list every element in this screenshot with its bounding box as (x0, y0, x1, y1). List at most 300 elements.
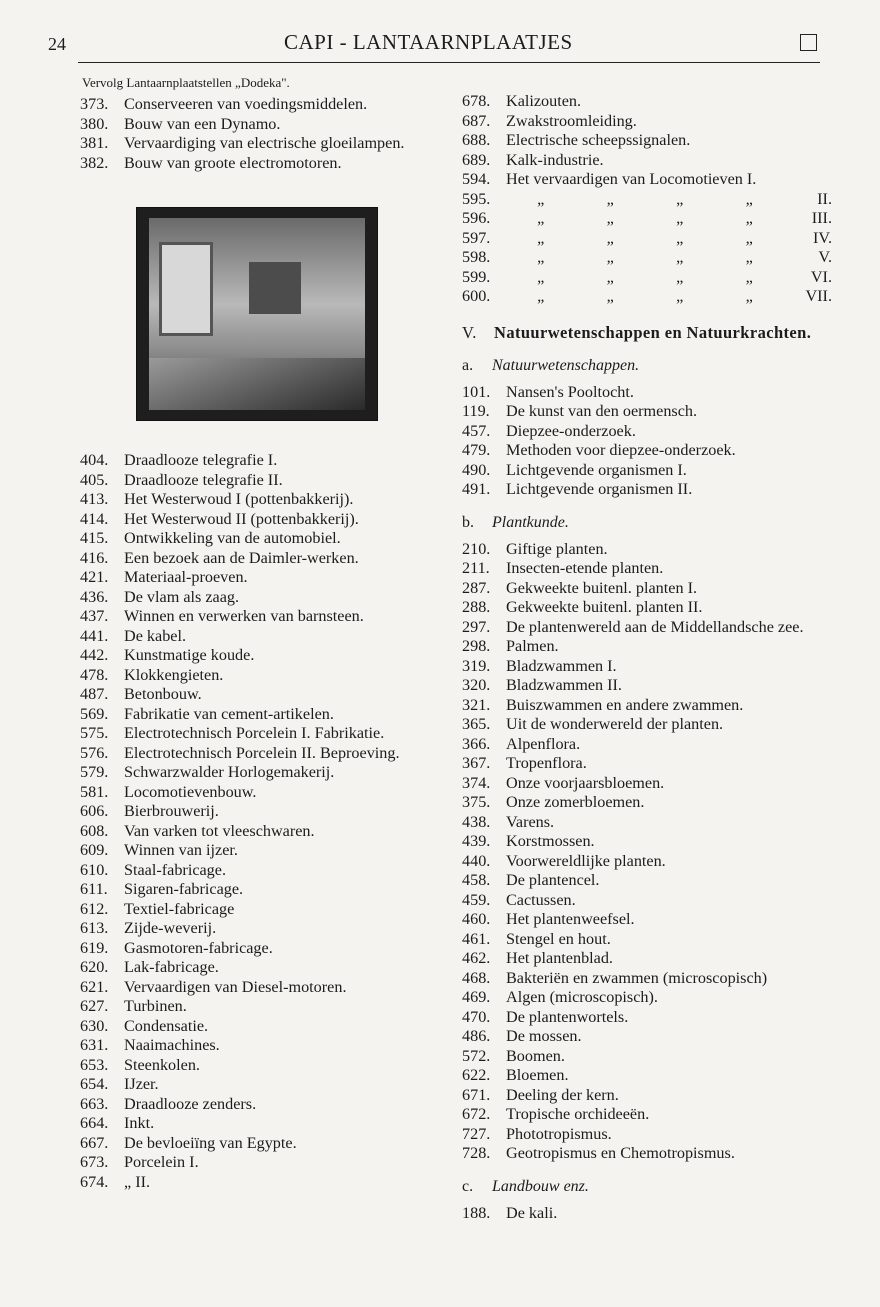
item-number: 672. (462, 1105, 491, 1123)
item-title: Onze zomerbloemen. (506, 793, 645, 811)
list-item (80, 549, 445, 569)
ditto-marks (506, 229, 832, 249)
list-item (462, 131, 832, 151)
left-column (80, 75, 445, 1192)
item-number: 613. (80, 919, 109, 937)
list-item (80, 666, 445, 686)
item-title: De plantencel. (506, 871, 600, 889)
list-item (462, 1125, 832, 1145)
list-item (80, 744, 445, 764)
item-title: Electrotechnisch Porcelein II. Beproeving. (124, 743, 400, 762)
item-title: Insecten-etende planten. (506, 559, 664, 577)
list-item (80, 646, 445, 666)
item-number: 576. (80, 743, 109, 762)
list-item (462, 871, 832, 891)
item-number: 654. (80, 1075, 109, 1093)
list-item (462, 151, 832, 171)
page-number: 24 (48, 34, 66, 54)
list-item (462, 735, 832, 755)
continuation-subheading: Vervolg Lantaarnplaatstellen „Dodeka". (82, 75, 290, 90)
item-number: 469. (462, 988, 491, 1006)
ditto-mark: „ (745, 287, 753, 305)
list-item (462, 949, 832, 969)
list-item (462, 268, 832, 288)
item-title: Alpenflora. (506, 734, 581, 753)
item-number: 490. (462, 460, 491, 479)
ditto-mark: „ (606, 267, 614, 286)
item-title: Diepzee-onderzoek. (506, 421, 636, 440)
left-list-bottom (80, 451, 445, 1192)
section-heading (462, 323, 832, 343)
list-item (462, 910, 832, 930)
list-item (462, 793, 832, 813)
list-item (80, 588, 445, 608)
list-item (462, 190, 832, 210)
right-column (462, 92, 832, 1223)
right-list-top (462, 92, 832, 190)
roman-numeral: V. (818, 248, 832, 266)
subsection-letter: b. (462, 513, 474, 531)
ditto-mark: „ (537, 209, 545, 227)
right-list-ditto (462, 190, 832, 307)
list-item (80, 134, 445, 154)
item-title: De kali. (506, 1203, 558, 1222)
item-title: De bevloeiïng van Egypte. (124, 1133, 297, 1152)
item-number: 491. (462, 480, 491, 498)
item-number: 575. (80, 724, 109, 742)
list-item (80, 997, 445, 1017)
list-item (462, 441, 832, 461)
photo-switchboard (249, 262, 301, 314)
item-number: 440. (462, 851, 491, 870)
item-title: Van varken tot vleeschwaren. (124, 821, 315, 840)
item-number: 479. (462, 441, 491, 459)
list-item (80, 529, 445, 549)
list-item (80, 861, 445, 881)
item-number: 581. (80, 782, 109, 801)
ditto-mark: „ (676, 228, 684, 247)
ditto-mark: „ (676, 209, 684, 227)
item-title: Bladzwammen II. (506, 676, 622, 694)
list-item (462, 696, 832, 716)
item-title: Het plantenweefsel. (506, 910, 635, 928)
item-number: 619. (80, 938, 109, 957)
list-item (462, 209, 832, 229)
item-number: 595. (462, 189, 491, 208)
list-item (80, 705, 445, 725)
item-number: 441. (80, 626, 109, 645)
list-item (462, 540, 832, 560)
item-title: Bladzwammen I. (506, 656, 617, 675)
list-item (80, 451, 445, 471)
item-title: Methoden voor diepzee-onderzoek. (506, 441, 736, 459)
ditto-mark: „ (606, 228, 614, 247)
running-title: CAPI - LANTAARNPLAATJES (284, 30, 573, 54)
item-number: 674. (80, 1172, 109, 1191)
item-title: Algen (microscopisch). (506, 988, 658, 1006)
item-number: 210. (462, 539, 491, 558)
item-number: 415. (80, 529, 109, 547)
ditto-mark: „ (676, 248, 684, 266)
ditto-marks (506, 287, 832, 307)
list-item (80, 783, 445, 803)
item-number: 630. (80, 1016, 109, 1035)
item-number: 470. (462, 1007, 491, 1026)
item-title: Lichtgevende organismen I. (506, 460, 687, 479)
ditto-mark: „ (606, 287, 614, 305)
ditto-marks (506, 248, 832, 268)
ditto-mark: „ (537, 228, 545, 247)
item-number: 404. (80, 451, 109, 469)
item-title: Zijde-weverij. (124, 919, 217, 937)
list-item (462, 383, 832, 403)
item-title: Nansen's Pooltocht. (506, 382, 634, 401)
item-number: 365. (462, 715, 491, 733)
ditto-mark: „ (676, 287, 684, 305)
list-item (80, 510, 445, 530)
item-title: Voorwereldlijke planten. (506, 851, 666, 870)
item-title: Giftige planten. (506, 539, 608, 558)
item-number: 594. (462, 170, 491, 188)
ditto-mark: „ (606, 189, 614, 208)
list-item (80, 724, 445, 744)
item-number: 572. (462, 1046, 491, 1065)
list-item (80, 1114, 445, 1134)
item-title: Porcelein I. (124, 1153, 199, 1171)
roman-numeral: IV. (812, 228, 832, 247)
subsection-heading (462, 1178, 832, 1196)
item-title: Uit de wonderwereld der planten. (506, 715, 724, 733)
item-title: De vlam als zaag. (124, 587, 240, 606)
item-number: 620. (80, 958, 109, 976)
item-title: Deeling der kern. (506, 1085, 619, 1104)
item-title: Varens. (506, 812, 555, 831)
item-number: 612. (80, 899, 109, 918)
list-item (462, 774, 832, 794)
item-title: Naaimachines. (124, 1036, 220, 1054)
list-item (80, 1056, 445, 1076)
item-title: Electrotechnisch Porcelein I. Fabrikatie. (124, 724, 385, 742)
item-title: Boomen. (506, 1046, 565, 1065)
item-title: Inkt. (124, 1114, 155, 1132)
list-item (462, 852, 832, 872)
item-title: „ II. (124, 1172, 151, 1191)
item-number: 600. (462, 287, 491, 305)
list-item (80, 607, 445, 627)
list-item (462, 112, 832, 132)
list-item (462, 1204, 832, 1224)
item-number: 667. (80, 1133, 109, 1152)
item-title: De kunst van den oermensch. (506, 402, 698, 420)
ditto-mark: „ (745, 228, 753, 247)
list-item (462, 618, 832, 638)
item-number: 442. (80, 646, 109, 664)
list-item (80, 685, 445, 705)
item-number: 678. (462, 92, 491, 110)
subsection-list (462, 383, 832, 500)
item-title: Het Westerwoud II (pottenbakkerij). (124, 509, 359, 528)
item-title: Gasmotoren-fabricage. (124, 938, 273, 957)
list-item (462, 1047, 832, 1067)
page-header (0, 0, 880, 70)
item-number: 414. (80, 509, 109, 528)
item-title: Bierbrouwerij. (124, 802, 219, 820)
item-title: Een bezoek aan de Daimler-werken. (124, 548, 359, 567)
item-title: Winnen en verwerken van barnsteen. (124, 607, 364, 625)
item-number: 211. (462, 559, 490, 577)
list-item (80, 627, 445, 647)
item-title: Kalk-industrie. (506, 150, 604, 169)
square-box-icon (800, 34, 817, 51)
list-item (80, 568, 445, 588)
item-number: 374. (462, 773, 491, 792)
list-item (462, 676, 832, 696)
item-title: Tropenflora. (506, 754, 587, 772)
item-number: 405. (80, 470, 109, 489)
item-title: Bouw van een Dynamo. (124, 114, 281, 133)
list-item (462, 1086, 832, 1106)
item-number: 380. (80, 114, 109, 133)
list-item (462, 170, 832, 190)
item-number: 188. (462, 1203, 491, 1222)
list-item (80, 471, 445, 491)
item-title: Bakteriën en zwammen (microscopisch) (506, 968, 768, 987)
list-item (462, 1027, 832, 1047)
list-item (80, 1017, 445, 1037)
list-item (80, 958, 445, 978)
item-title: Staal-fabricage. (124, 860, 227, 879)
item-title: De plantenwortels. (506, 1007, 629, 1026)
item-number: 119. (462, 402, 490, 420)
item-title: Cactussen. (506, 890, 576, 909)
header-rule (78, 62, 820, 63)
ditto-marks (506, 190, 832, 210)
item-number: 478. (80, 665, 109, 684)
ditto-marks (506, 209, 832, 229)
item-number: 413. (80, 490, 109, 508)
item-number: 727. (462, 1124, 491, 1143)
ditto-mark: „ (537, 189, 545, 208)
item-title: Vervaardiging van electrische gloeilampen. (124, 134, 405, 152)
ditto-mark: „ (606, 248, 614, 266)
item-title: Draadlooze telegrafie II. (124, 470, 283, 489)
photo-workshop-scene (149, 218, 365, 410)
item-title: Palmen. (506, 637, 559, 655)
item-title: Condensatie. (124, 1016, 209, 1035)
item-title: Lak-fabricage. (124, 958, 219, 976)
item-number: 596. (462, 209, 491, 227)
photo-floor (149, 358, 365, 410)
list-item (462, 715, 832, 735)
item-number: 468. (462, 968, 491, 987)
list-item (462, 422, 832, 442)
ditto-mark: „ (676, 189, 684, 208)
item-title: Gekweekte buitenl. planten I. (506, 578, 698, 597)
item-number: 460. (462, 910, 491, 928)
item-number: 321. (462, 695, 491, 714)
list-item (462, 988, 832, 1008)
subsection-letter: a. (462, 356, 474, 374)
list-item (80, 1153, 445, 1173)
item-number: 621. (80, 977, 109, 996)
list-item (80, 978, 445, 998)
list-item (462, 1008, 832, 1028)
item-number: 689. (462, 150, 491, 169)
item-title: Geotropismus en Chemotropismus. (506, 1144, 735, 1162)
ditto-mark: „ (606, 209, 614, 227)
list-item (80, 1173, 445, 1193)
item-number: 458. (462, 871, 491, 889)
item-title: Tropische orchideeën. (506, 1105, 650, 1123)
item-number: 373. (80, 95, 109, 113)
item-number: 611. (80, 880, 108, 898)
list-item (462, 598, 832, 618)
ditto-mark: „ (676, 267, 684, 286)
list-item (462, 229, 832, 249)
list-item (462, 930, 832, 950)
item-number: 297. (462, 617, 491, 636)
list-item (462, 287, 832, 307)
list-item (80, 95, 445, 115)
roman-numeral: II. (817, 189, 832, 208)
list-item (462, 402, 832, 422)
ditto-marks (506, 268, 832, 288)
list-item (462, 579, 832, 599)
item-title: Ontwikkeling van de automobiel. (124, 529, 341, 547)
list-item (80, 154, 445, 174)
list-item (462, 969, 832, 989)
roman-numeral: VI. (810, 267, 832, 286)
item-number: 319. (462, 656, 491, 675)
item-number: 320. (462, 676, 491, 694)
subsection-title: Plantkunde. (492, 513, 569, 531)
list-item (462, 891, 832, 911)
list-item (462, 1105, 832, 1125)
item-title: Fabrikatie van cement-artikelen. (124, 704, 334, 723)
item-number: 367. (462, 754, 491, 772)
item-number: 597. (462, 228, 491, 247)
item-title: Klokkengieten. (124, 665, 224, 684)
item-number: 416. (80, 548, 109, 567)
list-item (80, 1036, 445, 1056)
item-title: De mossen. (506, 1027, 582, 1045)
item-number: 599. (462, 267, 491, 286)
item-number: 437. (80, 607, 109, 625)
item-number: 627. (80, 997, 109, 1015)
ditto-mark: „ (745, 248, 753, 266)
item-number: 663. (80, 1094, 109, 1113)
item-number: 288. (462, 598, 491, 616)
item-title: Het plantenblad. (506, 949, 613, 967)
item-title: Textiel-fabricage (124, 899, 235, 918)
item-number: 687. (462, 111, 491, 130)
item-title: IJzer. (124, 1075, 159, 1093)
subsection-title: Landbouw enz. (492, 1177, 589, 1195)
list-item (80, 822, 445, 842)
item-title: Sigaren-fabricage. (124, 880, 244, 898)
item-number: 287. (462, 578, 491, 597)
item-number: 486. (462, 1027, 491, 1045)
item-number: 610. (80, 860, 109, 879)
item-number: 421. (80, 568, 109, 586)
subsections (462, 357, 832, 1224)
list-item (462, 248, 832, 268)
list-item (462, 637, 832, 657)
left-list-top (80, 95, 445, 173)
item-title: Phototropismus. (506, 1124, 612, 1143)
item-title: Locomotievenbouw. (124, 782, 257, 801)
roman-numeral: VII. (805, 287, 832, 305)
ditto-mark: „ (537, 287, 545, 305)
item-number: 608. (80, 821, 109, 840)
item-title: Schwarzwalder Horlogemakerij. (124, 763, 335, 781)
list-item (80, 880, 445, 900)
list-item (80, 802, 445, 822)
list-item (80, 939, 445, 959)
item-title: Het vervaardigen van Locomotieven I. (506, 170, 757, 188)
item-number: 579. (80, 763, 109, 781)
list-item (80, 763, 445, 783)
list-item (462, 657, 832, 677)
item-title: Korstmossen. (506, 832, 595, 850)
item-number: 622. (462, 1066, 491, 1084)
item-title: Draadlooze zenders. (124, 1094, 257, 1113)
item-title: Kunstmatige koude. (124, 646, 255, 664)
list-item (462, 1066, 832, 1086)
item-title: Vervaardigen van Diesel-motoren. (124, 977, 347, 996)
subsection-list (462, 540, 832, 1164)
item-number: 382. (80, 153, 109, 172)
item-number: 728. (462, 1144, 491, 1162)
item-title: De kabel. (124, 626, 187, 645)
list-item (462, 461, 832, 481)
item-number: 298. (462, 637, 491, 655)
item-number: 671. (462, 1085, 491, 1104)
list-item (80, 900, 445, 920)
item-number: 673. (80, 1153, 109, 1171)
item-number: 366. (462, 734, 491, 753)
item-number: 459. (462, 890, 491, 909)
item-number: 438. (462, 812, 491, 831)
item-number: 375. (462, 793, 491, 811)
list-item (462, 754, 832, 774)
item-title: Kalizouten. (506, 92, 582, 110)
list-item (462, 813, 832, 833)
list-item (80, 919, 445, 939)
ditto-mark: „ (537, 248, 545, 266)
item-number: 381. (80, 134, 109, 152)
item-title: Buiszwammen en andere zwammen. (506, 695, 744, 714)
item-title: Draadlooze telegrafie I. (124, 451, 278, 469)
item-title: Electrische scheepssignalen. (506, 131, 691, 149)
list-item (80, 1134, 445, 1154)
item-title: Zwakstroomleiding. (506, 111, 637, 130)
subsection-title: Natuurwetenschappen. (492, 356, 640, 374)
item-number: 487. (80, 685, 109, 703)
item-title: Stengel en hout. (506, 929, 611, 948)
ditto-mark: „ (745, 189, 753, 208)
item-number: 436. (80, 587, 109, 606)
ditto-mark: „ (745, 209, 753, 227)
item-number: 457. (462, 421, 491, 440)
item-title: De plantenwereld aan de Middellandsche zee. (506, 617, 804, 636)
item-number: 101. (462, 382, 491, 401)
roman-numeral: III. (811, 209, 832, 227)
item-title: Turbinen. (124, 997, 187, 1015)
list-item (462, 92, 832, 112)
item-title: Onze voorjaarsbloemen. (506, 773, 665, 792)
subsection-list (462, 1204, 832, 1224)
